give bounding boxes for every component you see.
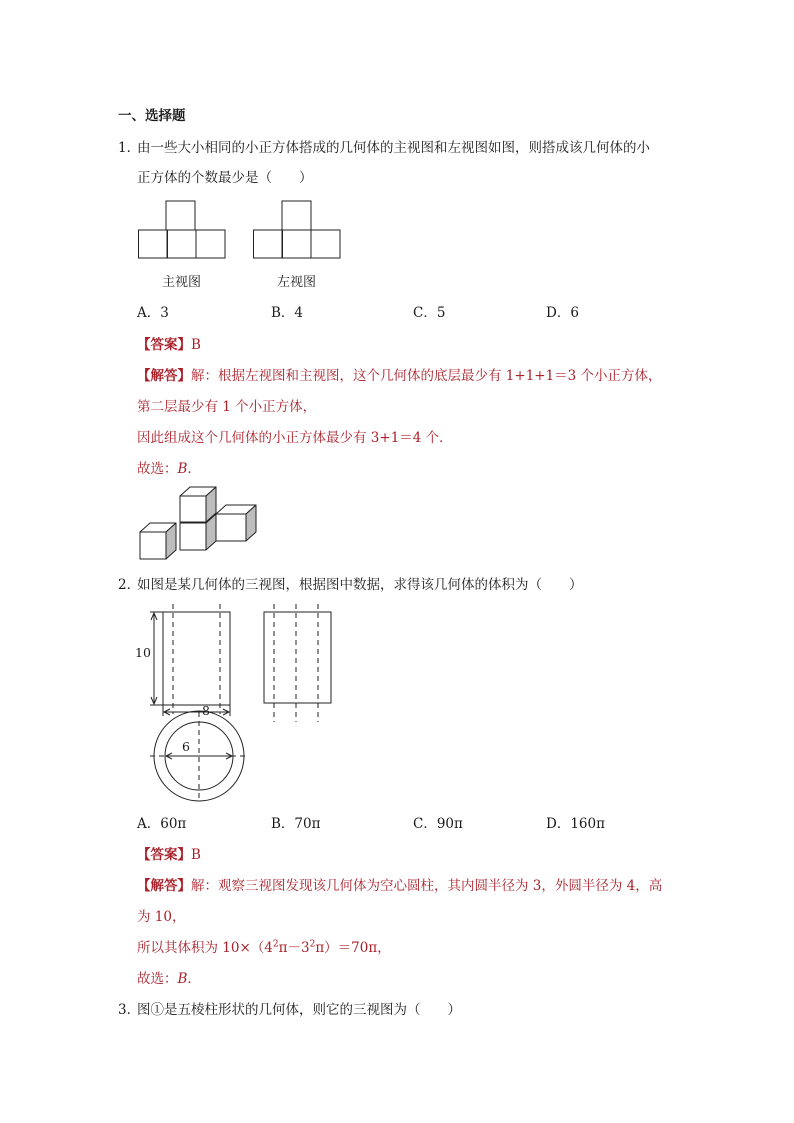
q3-number: 3．	[118, 1002, 141, 1018]
q1-analysis-line2: 第二层最少有 1 个小正方体，	[137, 399, 317, 415]
q1-main-view-label: 主视图	[162, 275, 202, 290]
q1-answer-value: B	[191, 337, 201, 353]
q2-front-view-figure	[136, 604, 246, 724]
q1-analysis-tag: 【解答】	[137, 368, 191, 384]
q2-option-a: A．60π	[137, 816, 187, 832]
q1-cube-stack-figure	[136, 486, 262, 562]
q1-option-b: B．4	[271, 305, 304, 321]
q2-top-view-figure	[150, 712, 250, 802]
q1-main-view-figure	[138, 200, 228, 260]
q2-volume-formula: 所以其体积为 $10\times(4^2\pi-3^2\pi)=70\pi$，	[137, 939, 391, 956]
q1-choose: 故选：B．	[137, 461, 201, 477]
q2-choose: 故选：B．	[137, 971, 201, 987]
q1-left-view-figure	[253, 200, 343, 260]
q1-left-view-label: 左视图	[277, 275, 317, 290]
q2-dim-inner: 6	[182, 739, 190, 754]
q1-stem-line1: 由一些大小相同的小正方体搭成的几何体的主视图和左视图如图，则搭成该几何体的小	[137, 140, 650, 156]
q2-analysis-line1: 【解答】解：观察三视图发现该几何体为空心圆柱，其内圆半径为 3，外圆半径为 4，高	[137, 878, 663, 894]
q1-answer	[137, 333, 201, 353]
q2-dim-width: 8	[202, 703, 210, 718]
q1-option-a: A．3	[137, 305, 169, 321]
q1-analysis-line1: 【解答】解：根据左视图和主视图，这个几何体的底层最少有 1+1+1＝3 个小正方体，	[137, 368, 662, 384]
q2-analysis-line2: 为 10，	[137, 909, 186, 925]
q1-answer-tag: 【答案】	[137, 337, 191, 353]
q2-option-d: D．160π	[546, 816, 605, 832]
q2-option-b: B．70π	[271, 816, 321, 832]
q2-side-view-figure	[262, 604, 342, 724]
q2-answer-value: B	[191, 847, 201, 863]
section-title: 一、选择题	[118, 108, 186, 124]
q1-stem-line2: 正方体的个数最少是（ ）	[137, 170, 313, 186]
q2-option-c: C．90π	[413, 816, 463, 832]
q2-stem-line1: 如图是某几何体的三视图，根据图中数据，求得该几何体的体积为（ ）	[137, 577, 583, 593]
q1-option-c: C．5	[413, 305, 446, 321]
q2-answer-tag: 【答案】	[137, 847, 191, 863]
q1-option-d: D．6	[546, 305, 579, 321]
q2-dim-height: 10	[135, 645, 151, 660]
q1-number: 1．	[118, 140, 141, 156]
q3-stem-line1: 图①是五棱柱形状的几何体，则它的三视图为（ ）	[137, 1002, 461, 1018]
q1-analysis-line3: 因此组成这个几何体的小正方体最少有 3+1＝4 个．	[137, 430, 453, 446]
q2-analysis-tag: 【解答】	[137, 878, 191, 894]
q2-number: 2．	[118, 577, 141, 593]
q2-answer	[137, 843, 201, 863]
